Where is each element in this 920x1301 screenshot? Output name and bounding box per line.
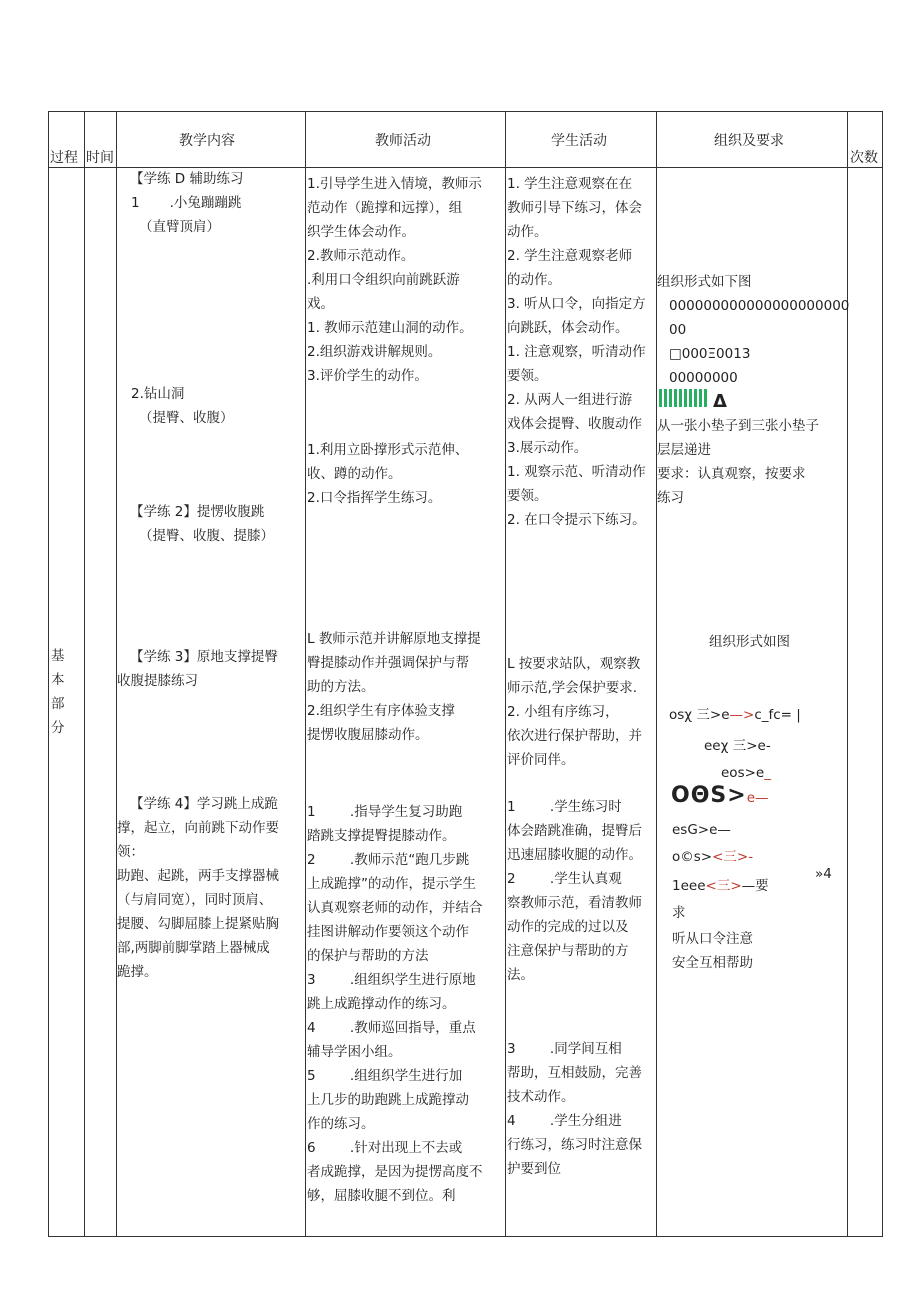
teacher-line: 织学生体会动作。: [307, 224, 415, 240]
diagram-text: —要: [741, 878, 769, 894]
student-line: 1 .学生练习时: [507, 799, 622, 815]
student-line: 法。: [507, 967, 534, 983]
teacher-line: 2.教师示范动作。: [307, 248, 415, 264]
student-line: 1. 观察示范、听清动作: [507, 464, 646, 480]
diagram-text: _: [764, 765, 771, 781]
student-line: 教师引导下练习，体会: [507, 200, 642, 216]
org-desc2: 层层递进: [657, 442, 711, 458]
content-drill1-item: 1 .小兔蹦蹦跳: [131, 195, 242, 211]
teacher-line: 挂图讲解动作要领这个动作: [307, 924, 469, 940]
diagram-text: OΘS>: [671, 783, 747, 808]
col-divider: [305, 112, 306, 1236]
org-req1: 要求：认真观察，按要求: [657, 466, 806, 482]
teacher-line: 1. 教师示范建山洞的动作。: [307, 320, 473, 336]
diagram-text: 1eee: [672, 878, 706, 894]
lesson-plan-table: [48, 111, 883, 1237]
student-line: 2 .学生认真观: [507, 871, 622, 887]
student-line: 要领。: [507, 368, 548, 384]
student-block-4: [507, 1037, 642, 1181]
header-student: 学生活动: [551, 133, 607, 149]
org-diagram-row8: 求: [672, 905, 686, 921]
org-diagram-row1: [669, 703, 801, 727]
student-line: 向跳跃，体会动作。: [507, 320, 629, 336]
content-line: 提腰、勾脚屈膝上提紧贴胸: [117, 916, 279, 932]
org-zeros-row3: □000Ξ0013: [669, 346, 751, 362]
header-teacher: 教师活动: [375, 133, 431, 149]
teacher-line: 认真观察老师的动作，并结合: [307, 900, 483, 916]
content-drill1-item2: 2.钻山洞: [131, 386, 185, 402]
student-block-2: [507, 652, 642, 772]
section-char: 基: [51, 648, 65, 664]
header-organization: 组织及要求: [714, 133, 784, 149]
teacher-line: 收、蹲的动作。: [307, 466, 402, 482]
teacher-line: 者成跪撑，是因为提愣高度不: [307, 1164, 483, 1180]
teacher-line: 2 .教师示范“跑几步跳: [307, 852, 470, 868]
teacher-line: 3.评价学生的动作。: [307, 368, 428, 384]
teacher-line: .利用口令组织向前跳跃游: [307, 272, 460, 288]
teacher-line: 助的方法。: [307, 679, 375, 695]
student-line: 3 .同学间互相: [507, 1041, 622, 1057]
col-divider: [84, 112, 85, 1236]
student-line: 2. 学生注意观察老师: [507, 248, 633, 264]
student-line: 评价同伴。: [507, 752, 575, 768]
teacher-line: 够，屈膝收腿不到位。利: [307, 1188, 456, 1204]
diagram-text: <三>: [705, 878, 742, 894]
org-req2: 练习: [657, 490, 684, 506]
student-line: 依次进行保护帮助，并: [507, 728, 642, 744]
content-drill1-note2: （提臀、收腹）: [139, 410, 234, 426]
org-diagram-row5: esG>e—: [672, 822, 731, 838]
content-line: 撑，起立，向前跳下动作要: [117, 820, 279, 836]
student-line: 2. 从两人一组进行游: [507, 392, 633, 408]
teacher-line: 上成跪撑”的动作，提示学生: [307, 876, 476, 892]
org-mat-diagram: [659, 389, 727, 415]
teacher-line: 辅导学困小组。: [307, 1044, 402, 1060]
student-line: 3.展示动作。: [507, 440, 588, 456]
content-drill2-title: 【学练 2】提愣收腹跳: [130, 504, 265, 520]
student-line: 护要到位: [507, 1161, 561, 1177]
teacher-line: 6 .针对出现上不去或: [307, 1140, 463, 1156]
org-diagram-row6: [672, 845, 753, 869]
diagram-text: osχ 三>e: [669, 707, 730, 723]
org-diagram-row4: [671, 782, 769, 812]
content-drill4: [117, 792, 305, 984]
diagram-text: eos>e: [721, 765, 765, 781]
org-diagram-row7: [672, 874, 769, 898]
teacher-line: 1.引导学生进入情境，教师示: [307, 176, 482, 192]
content-drill1-note: （直臂顶肩）: [139, 219, 220, 235]
org-zeros-row1: 000000000000000000000: [669, 298, 850, 314]
teacher-block-3: [307, 627, 481, 747]
diagram-text: o©s>: [672, 849, 713, 865]
student-line: 的动作。: [507, 272, 561, 288]
teacher-line: 2.组织学生有序体验支撑: [307, 703, 455, 719]
student-line: 体会踏跳准确，提臀后: [507, 823, 642, 839]
teacher-line: 1 .指导学生复习助跑: [307, 804, 463, 820]
student-line: 技术动作。: [507, 1089, 575, 1105]
content-drill3-title: 【学练 3】原地支撑提臀: [130, 649, 278, 665]
content-line: 部,两脚前脚掌踏上器械成: [117, 940, 270, 956]
content-line: （与肩同宽），同时顶肩、: [117, 892, 273, 908]
header-count: 次数: [850, 150, 878, 166]
student-line: 迅速屈膝收腿的动作。: [507, 847, 642, 863]
teacher-block-4: [307, 800, 483, 1208]
header-content: 教学内容: [179, 133, 235, 149]
teacher-line: L 教师示范并讲解原地支撑提: [307, 631, 481, 647]
teacher-line: 踏跳支撑提臀提膝动作。: [307, 828, 456, 844]
org-req4: 安全互相帮助: [672, 955, 753, 971]
teacher-line: 跳上成跪撑动作的练习。: [307, 996, 456, 1012]
student-line: 3. 听从口令，向指定方: [507, 296, 646, 312]
content-line: 【学练 4】学习跳上成跪: [130, 796, 278, 812]
student-line: 注意保护与帮助的方: [507, 943, 629, 959]
teacher-line: 3 .组组织学生进行原地: [307, 972, 476, 988]
teacher-block-2: [307, 438, 468, 510]
student-line: 动作的完成的过以及: [507, 919, 629, 935]
teacher-line: 戏。: [307, 296, 334, 312]
student-block-3: [507, 795, 642, 987]
content-line: 跪撑。: [117, 964, 158, 980]
org-req3: 听从口令注意: [672, 931, 753, 947]
student-line: 2. 在口令提示下练习。: [507, 512, 646, 528]
col-divider: [847, 112, 848, 1236]
student-line: 师示范,学会保护要求.: [507, 680, 638, 696]
student-line: 帮助，互相鼓励，完善: [507, 1065, 642, 1081]
teacher-line: 作的练习。: [307, 1116, 375, 1132]
teacher-line: 1.利用立卧撑形式示范伸、: [307, 442, 469, 458]
teacher-line: 5 .组组织学生进行加: [307, 1068, 463, 1084]
header-process: 过程: [50, 150, 78, 166]
content-drill2-note: （提臀、收腹、提膝）: [139, 528, 274, 544]
student-line: 要领。: [507, 488, 548, 504]
student-line: 行练习，练习时注意保: [507, 1137, 642, 1153]
teacher-block-1: [307, 172, 482, 388]
teacher-line: 臀提膝动作并强调保护与帮: [307, 655, 469, 671]
student-line: 戏体会提臀、收腹动作: [507, 416, 642, 432]
teacher-line: 2.口令指挥学生练习。: [307, 490, 442, 506]
student-line: 2. 小组有序练习，: [507, 704, 619, 720]
diagram-text: c_fc= |: [754, 707, 801, 723]
org-diagram-row2: eeχ 三>e-: [704, 738, 771, 754]
section-label: [51, 644, 65, 740]
col-divider: [505, 112, 506, 1236]
student-line: 1. 学生注意观察在在: [507, 176, 633, 192]
diagram-text: <三>-: [712, 849, 754, 865]
teacher-line: 提愣收腹屈膝动作。: [307, 727, 429, 743]
teacher-line: 2.组织游戏讲解规则。: [307, 344, 442, 360]
teacher-line: 范动作（跪撑和远撑），组: [307, 200, 463, 216]
teacher-line: 的保护与帮助的方法: [307, 948, 429, 964]
student-line: L 按要求站队，观察教: [507, 656, 641, 672]
org-form1-label: 组织形式如下图: [657, 274, 752, 290]
student-block-1: [507, 172, 646, 532]
section-char: 本: [51, 672, 65, 688]
content-line: 助跑、起跳，两手支撑器械: [117, 868, 279, 884]
section-char: 部: [51, 696, 65, 712]
diagram-arrow: —>: [729, 707, 755, 723]
student-line: 察教师示范，看清教师: [507, 895, 642, 911]
student-line: 1. 注意观察，听清动作: [507, 344, 646, 360]
count-value: »4: [815, 866, 832, 882]
content-drill3-note: 收腹提膝练习: [117, 673, 198, 689]
org-zeros-row2: 00: [669, 322, 687, 338]
content-line: 领：: [117, 844, 144, 860]
student-line: 动作。: [507, 224, 548, 240]
diagram-text: e—: [746, 790, 769, 806]
delta-marker: Δ: [713, 391, 727, 412]
section-char: 分: [51, 720, 65, 736]
student-line: 4 .学生分组进: [507, 1113, 622, 1129]
org-form2-label: 组织形式如图: [709, 634, 790, 650]
header-time: 时间: [86, 150, 114, 166]
content-drill1-title: 【学练 D 辅助练习: [130, 171, 244, 187]
org-zeros-row4: 00000000: [669, 370, 738, 386]
org-desc1: 从一张小垫子到三张小垫子: [657, 418, 819, 434]
teacher-line: 4 .教师巡回指导，重点: [307, 1020, 476, 1036]
mat-bars-icon: [659, 389, 709, 415]
teacher-line: 上几步的助跑跳上成跪撑动: [307, 1092, 469, 1108]
